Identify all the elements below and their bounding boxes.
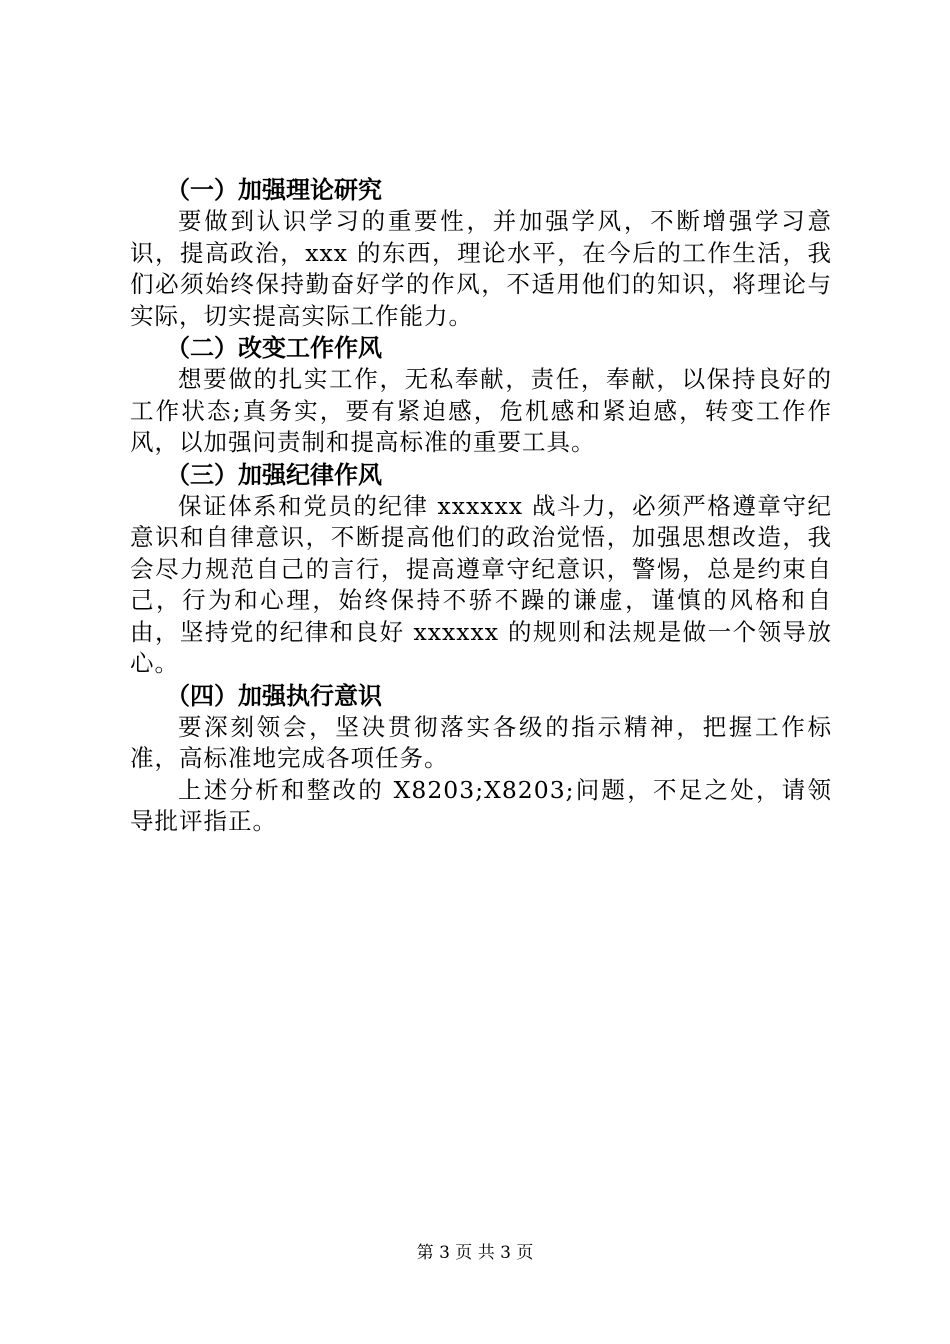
document-body [130,174,832,838]
section-paragraph: 想要做的扎实工作，无私奉献，责任，奉献，以保持良好的工作状态;真务实，要有紧迫感，危机感和紧迫感，转变工作作风，以加强问责制和提高标准的重要工具。 [130,365,832,456]
section-heading: （一）加强理论研究 [166,176,382,204]
section-paragraph: 要深刻领会，坚决贯彻落实各级的指示精神，把握工作标准，高标准地完成各项任务。 [130,712,832,772]
section-4 [130,680,832,838]
page-number-footer: 第 3 页 共 3 页 [416,1243,534,1263]
closing-paragraph: 上述分析和整改的 X8203;X8203;问题，不足之处，请领导批评指正。 [130,775,832,835]
section-paragraph: 保证体系和党员的纪律 xxxxxx 战斗力，必须严格遵章守纪意识和自律意识，不断提高他们的政治觉悟，加强思想改造，我会尽力规范自己的言行，提高遵章守纪意识，警惕，总是约束自己，行为和心理，始终保持不骄不躁的谦虚，谨慎的风格和自由，坚持党的纪律和良好 xxxxxx 的规则和法规是做一个领导放心。 [130,491,832,677]
section-3 [130,459,832,680]
section-heading: （三）加强纪律作风 [166,460,382,489]
section-paragraph: 要做到认识学习的重要性，并加强学风，不断增强学习意识，提高政治，xxx 的东西，理论水平，在今后的工作生活，我们必须始终保持勤奋好学的作风，不适用他们的知识，将理论与实际，切实提高实际工作能力。 [130,207,832,330]
section-heading: （四）加强执行意识 [166,681,382,710]
section-heading: （二）改变工作作风 [166,334,382,362]
section-1 [130,174,832,332]
section-2 [130,332,832,459]
